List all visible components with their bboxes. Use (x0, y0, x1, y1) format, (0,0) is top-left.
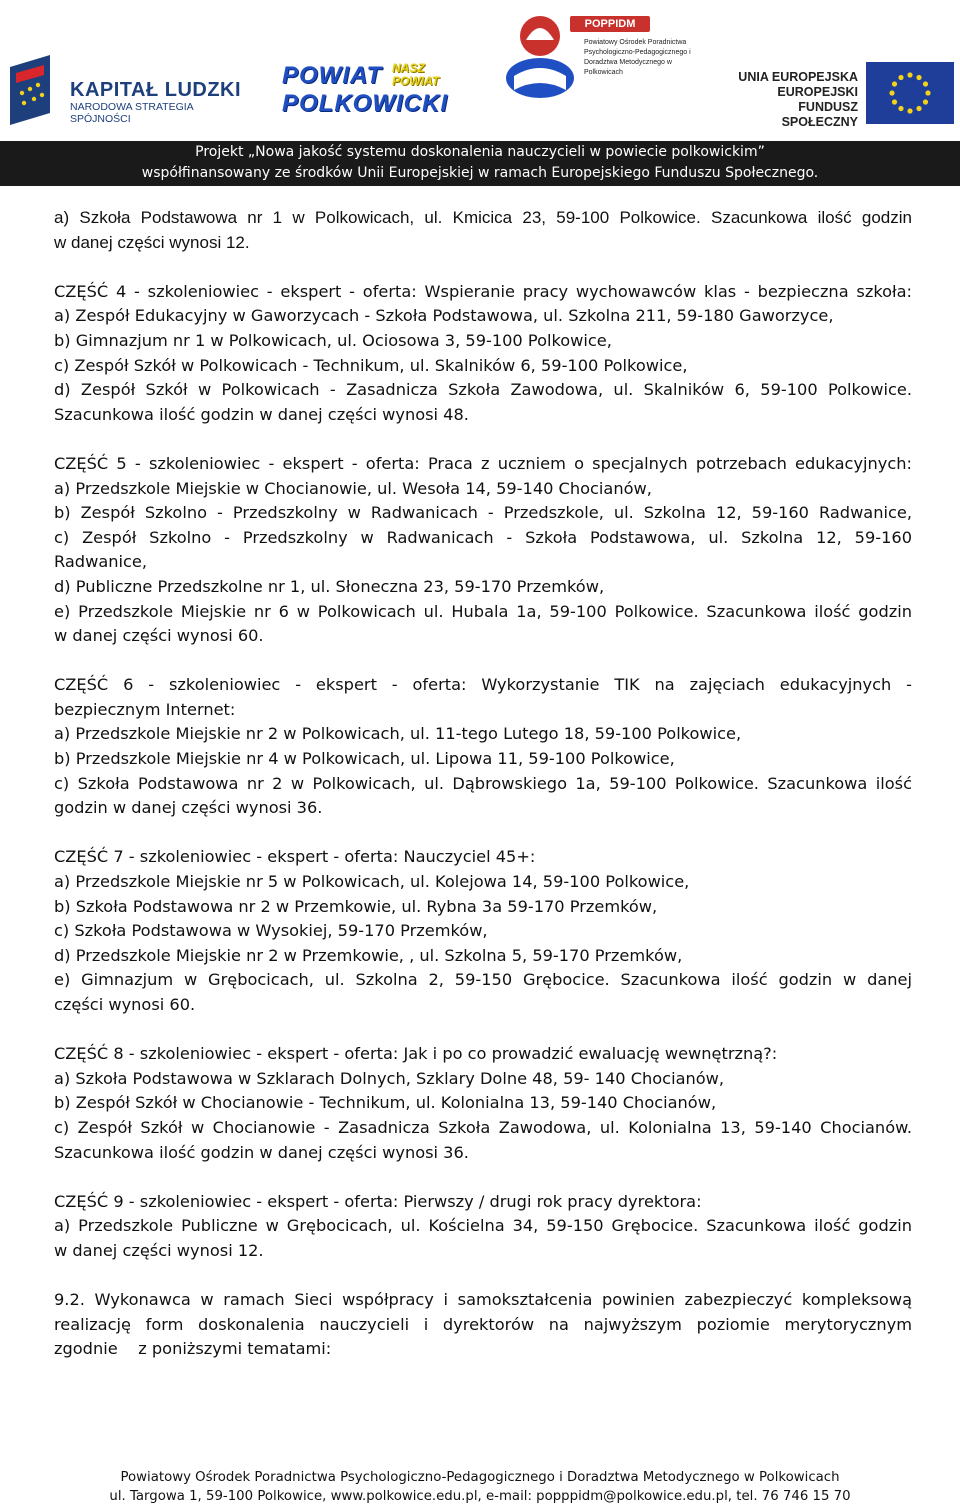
powiat-logo-nasz-2: POWIAT (392, 74, 440, 88)
powiat-logo-line2: POLKOWICKI (282, 90, 448, 117)
paragraph-part9 (54, 1190, 912, 1264)
poppidm-name: Powiatowy Ośrodek Poradnictwa Psychologiczno-Pedagogicznego i Doradztwa Metodycznego w Polkowicach (584, 39, 691, 76)
text-line: Szacunkowa ilość godzin w danej części wynosi 36. (54, 1142, 469, 1162)
eu-social-fund-logo (732, 62, 952, 129)
kapital-ludzki-logo (10, 55, 250, 130)
project-funding-note: współfinansowany ze środków Unii Europejskiej w ramach Europejskiego Funduszu Społecznego. (141, 165, 819, 181)
page-footer (0, 1468, 960, 1506)
paragraph-part3-end (54, 206, 912, 255)
text-line: realizację form doskonalenia nauczycieli i dyrektorów na najwyższym poziomie merytorycznym (54, 1314, 912, 1334)
eu-logo-line1: UNIA EUROPEJSKA (738, 70, 858, 84)
eu-flag-icon (866, 62, 954, 124)
paragraph-part5 (54, 452, 912, 649)
paragraph-part8 (54, 1042, 912, 1165)
text-line: CZĘŚĆ 9 - szkoleniowiec - ekspert - oferta: Pierwszy / drugi rok pracy dyrektora: (54, 1191, 702, 1211)
text-line: d) Zespół Szkół w Polkowicach - Zasadnicza Szkoła Zawodowa, ul. Skalników 6, 59-100 Polkowice. (54, 380, 912, 400)
text-line: CZĘŚĆ 6 - szkoleniowiec - ekspert - oferta: Wykorzystanie TIK na zajęciach edukacyjnych - (54, 675, 912, 695)
text-line: CZĘŚĆ 4 - szkoleniowiec - ekspert - oferta: Wspieranie pracy wychowawców klas - bezpieczna szkoła: (54, 281, 912, 301)
text-line: CZĘŚĆ 5 - szkoleniowiec - ekspert - oferta: Praca z uczniem o specjalnych potrzebach edukacyjnych: (54, 453, 912, 473)
poppidm-badge: POPPIDM (570, 16, 650, 32)
text-line: w danej części wynosi 12. (54, 1240, 264, 1260)
text-line: b) Gimnazjum nr 1 w Polkowicach, ul. Ociosowa 3, 59-100 Polkowice, (54, 330, 612, 350)
kapital-ludzki-name: KAPITAŁ LUDZKI (70, 79, 242, 101)
text-line: części wynosi 60. (54, 995, 196, 1014)
text-line: a) Zespół Edukacyjny w Gaworzycach - Szkoła Podstawowa, ul. Szkolna 211, 59-180 Gaworzyce, (54, 306, 834, 326)
text-line: 9.2. Wykonawca w ramach Sieci współpracy i samokształcenia powinien zabezpieczyć kompleksową (54, 1290, 912, 1310)
paragraph-part4 (54, 280, 912, 428)
project-banner (0, 141, 960, 186)
text-line: c) Szkoła Podstawowa nr 2 w Polkowicach, ul. Dąbrowskiego 1a, 59-100 Polkowice. Szacunkowa ilość (54, 773, 912, 793)
text-line: c) Zespół Szkół w Polkowicach - Technikum, ul. Skalników 6, 59-100 Polkowice, (54, 355, 688, 375)
powiat-logo-nasz (392, 62, 439, 88)
footer-institution: Powiatowy Ośrodek Poradnictwa Psychologiczno-Pedagogicznego i Doradztwa Metodycznego w Polkowicach (120, 1470, 840, 1485)
text-line: d) Publiczne Przedszkolne nr 1, ul. Słoneczna 23, 59-170 Przemków, (54, 576, 605, 596)
page-header (0, 0, 960, 186)
paragraph-9-2 (54, 1288, 912, 1362)
kapital-ludzki-flag-icon (10, 55, 54, 125)
text-line: a) Przedszkole Publiczne w Grębocicach, ul. Kościelna 34, 59-150 Grębocice. Szacunkowa ilość godzin (54, 1216, 912, 1236)
text-line: c) Zespół Szkolno - Przedszkolny w Radwanicach - Szkoła Podstawowa, ul. Szkolna 12, 59-160 (54, 527, 912, 547)
paragraph-part6 (54, 673, 912, 821)
kapital-ludzki-subtitle: NARODOWA STRATEGIA SPÓJNOŚCI (70, 101, 194, 125)
text-line: CZĘŚĆ 8 - szkoleniowiec - ekspert - oferta: Jak i po co prowadzić ewaluację wewnętrzną?: (54, 1044, 778, 1064)
eu-logo-line2: EUROPEJSKI (777, 85, 858, 99)
text-line: a) Szkoła Podstawowa w Szklarach Dolnych, Szklary Dolne 48, 59- 140 Chocianów, (54, 1068, 725, 1088)
poppidm-emblem-icon (500, 6, 580, 102)
text-line: a) Przedszkole Miejskie nr 2 w Polkowicach, ul. 11-tego Lutego 18, 59-100 Polkowice, (54, 724, 742, 744)
text-line: bezpiecznym Internet: (54, 699, 236, 719)
footer-contact: ul. Targowa 1, 59-100 Polkowice, www.polkowice.edu.pl, e-mail: popppidm@polkowice.edu.pl, tel. 76 746 15 70 (109, 1489, 851, 1504)
powiat-logo-line1: POWIAT (282, 62, 383, 89)
text-line: e) Przedszkole Miejskie nr 6 w Polkowicach ul. Hubala 1a, 59-100 Polkowice. Szacunkowa ilość godzin (54, 601, 912, 621)
text-line: a) Przedszkole Miejskie w Chocianowie, ul. Wesoła 14, 59-140 Chocianów, (54, 478, 652, 498)
eu-logo-text (732, 70, 858, 130)
text-line: b) Zespół Szkół w Chocianowie - Technikum, ul. Kolonialna 13, 59-140 Chocianów, (54, 1093, 717, 1113)
document-body (54, 206, 912, 1387)
text-line: c) Zespół Szkół w Chocianowie - Zasadnicza Szkoła Zawodowa, ul. Kolonialna 13, 59-140 Chocianów. (54, 1117, 912, 1137)
paragraph-part7 (54, 845, 912, 1017)
text-line: c) Szkoła Podstawowa w Wysokiej, 59-170 Przemków, (54, 921, 488, 941)
project-title: Projekt „Nowa jakość systemu doskonalenia nauczycieli w powiecie polkowickim” (195, 144, 765, 160)
text-line: zgodnie z poniższymi tematami: (54, 1339, 332, 1359)
text-line: e) Gimnazjum w Grębocicach, ul. Szkolna 2, 59-150 Grębocice. Szacunkowa ilość godzin w danej (54, 970, 912, 990)
text-line: a) Szkoła Podstawowa nr 1 w Polkowicach, ul. Kmicica 23, 59-100 Polkowice. Szacunkowa ilość godzin (54, 208, 912, 227)
text-line: b) Szkoła Podstawowa nr 2 w Przemkowie, ul. Rybna 3a 59-170 Przemków, (54, 896, 658, 916)
text-line: b) Przedszkole Miejskie nr 4 w Polkowicach, ul. Lipowa 11, 59-100 Polkowice, (54, 749, 675, 769)
text-line: a) Przedszkole Miejskie nr 5 w Polkowicach, ul. Kolejowa 14, 59-100 Polkowice, (54, 872, 690, 892)
text-line: godzin w danej części wynosi 36. (54, 798, 323, 818)
powiat-polkowicki-logo (282, 62, 452, 120)
text-line: b) Zespół Szkolno - Przedszkolny w Radwanicach - Przedszkole, ul. Szkolna 12, 59-160 Radwanice, (54, 503, 912, 523)
powiat-logo-nasz-1: NASZ (392, 61, 425, 75)
eu-logo-line3: FUNDUSZ SPOŁECZNY (781, 100, 858, 129)
text-line: CZĘŚĆ 7 - szkoleniowiec - ekspert - oferta: Nauczyciel 45+: (54, 847, 536, 867)
text-line: w danej części wynosi 60. (54, 626, 264, 646)
text-line: d) Przedszkole Miejskie nr 2 w Przemkowie, , ul. Szkolna 5, 59-170 Przemków, (54, 945, 683, 965)
text-line: w danej części wynosi 12. (54, 232, 250, 252)
text-line: Szacunkowa ilość godzin w danej części wynosi 48. (54, 404, 469, 424)
poppidm-logo (500, 6, 700, 106)
text-line: Radwanice, (54, 552, 148, 572)
